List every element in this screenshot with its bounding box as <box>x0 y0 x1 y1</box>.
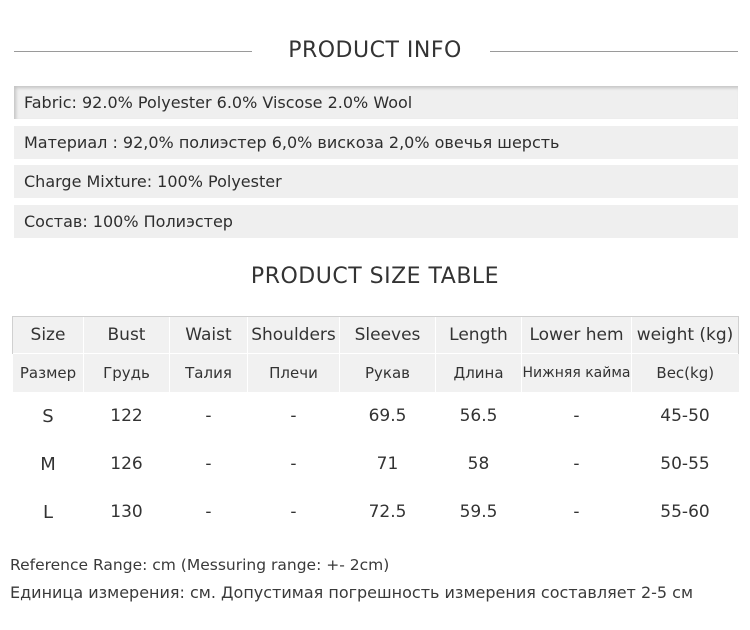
table-cell: - <box>290 502 297 522</box>
info-row-charge-mixture: Charge Mixture: 100% Polyester <box>14 165 738 198</box>
info-row-material-ru: Материал : 92,0% полиэстер 6,0% вискоза 2,0% овечья шерсть <box>14 126 738 159</box>
table-cell: - <box>205 454 212 474</box>
table-cell: 58 <box>467 454 490 474</box>
size-table-header-row <box>13 317 739 354</box>
col-header-weight-ru: Вес(kg) <box>632 354 739 393</box>
table-cell: - <box>573 454 580 474</box>
table-cell: L <box>42 501 54 523</box>
table-row <box>13 440 739 488</box>
table-cell: - <box>290 454 297 474</box>
col-header-waist: Waist <box>170 317 248 354</box>
col-header-lower-hem: Lower hem <box>522 317 632 354</box>
table-cell: 72.5 <box>368 502 407 522</box>
size-table <box>12 316 739 536</box>
col-header-sleeves-ru: Рукав <box>340 354 436 393</box>
col-header-size: Size <box>13 317 84 354</box>
reference-range-note: Reference Range: cm (Messuring range: +- 2cm) <box>10 556 390 574</box>
table-cell: 45-50 <box>660 406 710 426</box>
info-row-fabric: Fabric: 92.0% Polyester 6.0% Viscose 2.0% Wool <box>14 86 738 119</box>
col-header-weight: weight (kg) <box>632 317 739 354</box>
table-cell: 59.5 <box>459 502 498 522</box>
col-header-lower-hem-ru: Нижняя кайма <box>522 354 632 393</box>
table-row <box>13 488 739 536</box>
size-table-title: PRODUCT SIZE TABLE <box>250 264 500 289</box>
table-cell: 71 <box>376 454 399 474</box>
table-row <box>13 392 739 440</box>
col-header-shoulders: Shoulders <box>248 317 340 354</box>
table-cell: - <box>205 406 212 426</box>
measurement-unit-note-ru: Единица измерения: см. Допустимая погрешность измерения составляет 2-5 см <box>10 583 694 602</box>
col-header-waist-ru: Талия <box>170 354 248 393</box>
table-cell: - <box>573 406 580 426</box>
table-cell: - <box>205 502 212 522</box>
table-cell: 126 <box>110 454 143 474</box>
col-header-bust-ru: Грудь <box>84 354 170 393</box>
title-divider-right <box>490 51 738 52</box>
table-cell: 50-55 <box>660 454 710 474</box>
col-header-size-ru: Размер <box>13 354 84 393</box>
col-header-length: Length <box>436 317 522 354</box>
info-row-composition-ru: Состав: 100% Полиэстер <box>14 205 738 238</box>
table-cell: M <box>40 453 56 475</box>
table-cell: 122 <box>110 406 143 426</box>
table-cell: - <box>290 406 297 426</box>
table-cell: - <box>573 502 580 522</box>
table-cell: S <box>42 405 54 427</box>
col-header-bust: Bust <box>84 317 170 354</box>
product-info-title: PRODUCT INFO <box>288 38 462 63</box>
table-cell: 130 <box>110 502 143 522</box>
col-header-sleeves: Sleeves <box>340 317 436 354</box>
col-header-shoulders-ru: Плечи <box>248 354 340 393</box>
table-cell: 56.5 <box>459 406 498 426</box>
size-table-header-row-ru <box>13 354 739 393</box>
col-header-length-ru: Длина <box>436 354 522 393</box>
table-cell: 55-60 <box>660 502 710 522</box>
table-cell: 69.5 <box>368 406 407 426</box>
